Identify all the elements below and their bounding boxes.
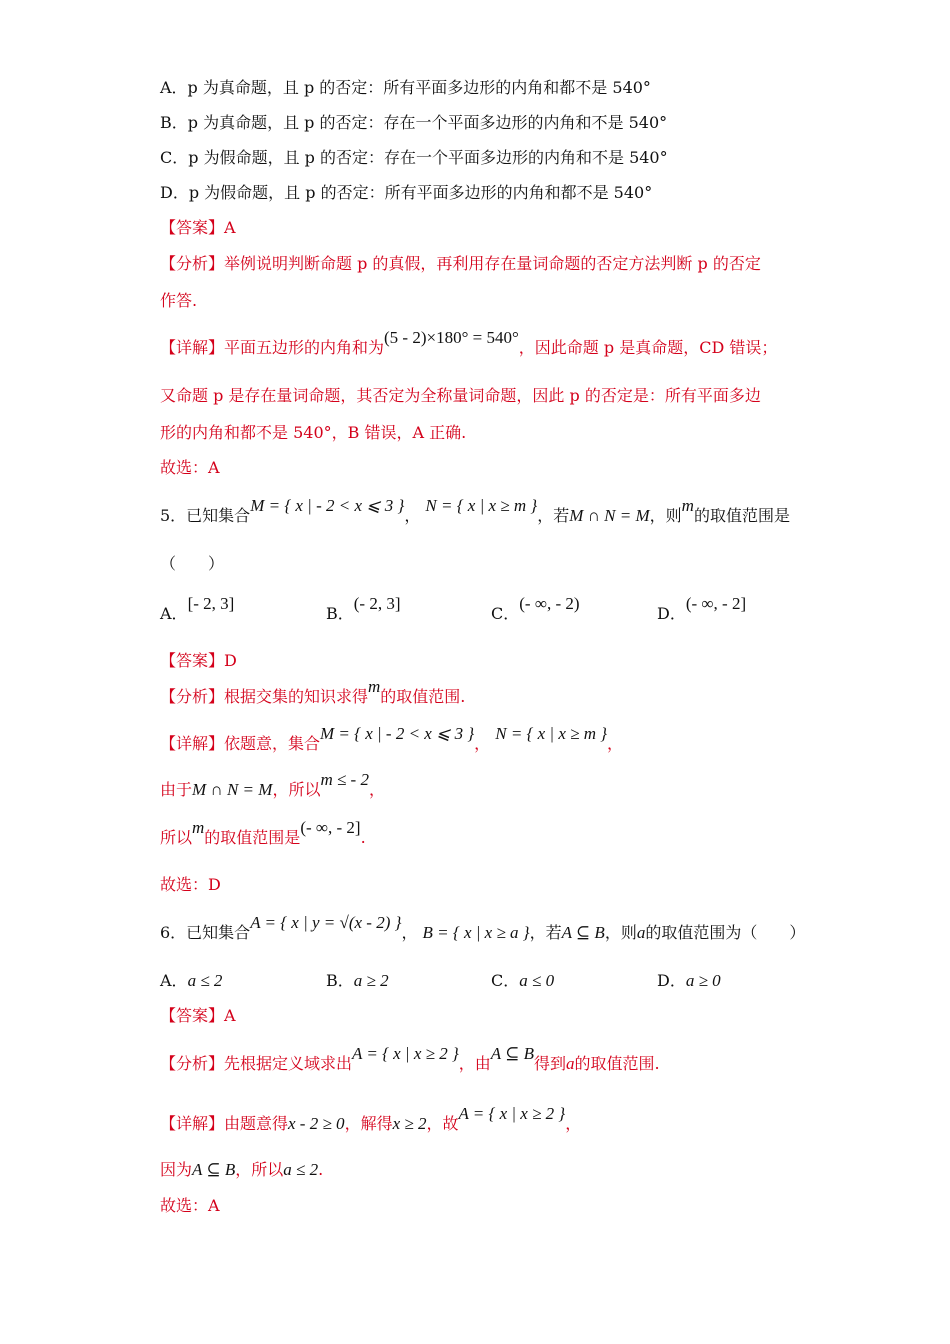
q5-detail-line2 [160, 770, 385, 801]
q4-analysis-line1: 【分析】举例说明判断命题 p 的真假，再利用存在量词命题的否定方法判断 p 的否定 [160, 254, 761, 273]
set-m-expression: M = { x | - 2 < x ⩽ 3 } [320, 724, 475, 743]
separator: ， [401, 923, 418, 942]
detail-text: ，所以 [272, 780, 321, 799]
option-letter: B． [326, 971, 354, 990]
separator: ， [368, 780, 385, 799]
set-n-expression: N = { x | x ≥ m } [495, 724, 608, 743]
option-value: a ≤ 2 [187, 971, 223, 990]
q5-option-b [326, 594, 401, 625]
detail-text: 因为 [160, 1160, 193, 1179]
condition-expression: M ∩ N = M [192, 780, 273, 799]
detail-text: 所以 [160, 828, 193, 847]
option-letter: D． [657, 971, 686, 990]
option-letter: D． [657, 604, 686, 623]
var-m: m [681, 496, 694, 515]
result-expression: x ≥ 2 [392, 1114, 427, 1133]
option-value: a ≥ 0 [685, 971, 721, 990]
q4-answer: 【答案】A [160, 218, 236, 237]
analysis-text: ，由 [458, 1054, 491, 1073]
q6-option-d [657, 970, 721, 992]
stem-text: ，则 [649, 506, 682, 525]
condition-expression: A ⊆ B [490, 1044, 534, 1063]
stem-text: 6．已知集合 [160, 923, 251, 942]
detail-text: 【详解】依题意，集合 [160, 734, 321, 753]
q6-option-c [491, 970, 554, 992]
q6-detail-line2 [160, 1159, 323, 1181]
q5-option-c [491, 594, 580, 625]
option-value: a ≤ 0 [519, 971, 555, 990]
analysis-text: 得到 [534, 1054, 567, 1073]
q5-detail-line1 [160, 724, 624, 755]
stem-text: 的取值范围是 [693, 506, 790, 525]
analysis-text: 的取值范围. [574, 1054, 660, 1073]
separator: ， [607, 734, 624, 753]
inequality-expression: x - 2 ≥ 0 [288, 1114, 345, 1133]
condition-expression: A ⊆ B [561, 923, 605, 942]
q6-stem [160, 913, 806, 944]
q5-stem [160, 496, 790, 527]
q6-analysis [160, 1044, 660, 1075]
q6-option-b [326, 970, 389, 992]
q4-option-a: A．p 为真命题，且 p 的否定：所有平面多边形的内角和都不是 540° [160, 78, 651, 97]
option-letter: C． [491, 971, 520, 990]
detail-text: ，所以 [235, 1160, 284, 1179]
math-expression: (5 - 2)×180° = 540° [384, 328, 519, 347]
option-value: [- 2, 3] [187, 594, 235, 613]
set-a-expression: A = { x | y = √(x - 2) } [250, 913, 402, 932]
q4-option-c: C．p 为假命题，且 p 的否定：存在一个平面多边形的内角和不是 540° [160, 148, 668, 167]
q6-detail-line1 [160, 1104, 582, 1135]
q5-answer: 【答案】D [160, 651, 237, 670]
option-letter: B． [326, 604, 354, 623]
q5-paren: （ ） [160, 554, 225, 573]
option-letter: A． [160, 971, 188, 990]
detail-text: ，因此命题 p 是真命题，CD 错误； [518, 338, 778, 357]
stem-text: ，则 [604, 923, 637, 942]
q4-option-b: B．p 为真命题，且 p 的否定：存在一个平面多边形的内角和不是 540° [160, 113, 668, 132]
detail-text: 【详解】由题意得 [160, 1114, 289, 1133]
set-m-expression: M = { x | - 2 < x ⩽ 3 } [250, 496, 405, 515]
q6-choice: 故选：A [160, 1196, 220, 1215]
detail-text: 的取值范围是 [204, 828, 301, 847]
option-letter: C． [491, 604, 520, 623]
q5-stem-text: 5．已知集合 [160, 506, 251, 525]
set-a-expression: A = { x | x ≥ 2 } [458, 1104, 566, 1123]
option-value: (- 2, 3] [353, 594, 401, 613]
detail-text: 由于 [160, 780, 193, 799]
q5-analysis [160, 677, 466, 708]
var-m: m [192, 818, 205, 837]
option-value: (- ∞, - 2) [519, 594, 580, 613]
q4-detail-line2: 又命题 p 是存在量词命题，其否定为全称量词命题，因此 p 的否定是：所有平面多边 [160, 386, 761, 405]
option-value: a ≥ 2 [353, 971, 389, 990]
set-n-expression: N = { x | x ≥ m } [425, 496, 538, 515]
q5-choice: 故选：D [160, 875, 221, 894]
separator: . [318, 1160, 324, 1179]
stem-text: 的取值范围为（ ） [645, 923, 806, 942]
q5-detail-line3 [160, 818, 366, 849]
detail-text: ，故 [426, 1114, 459, 1133]
analysis-text: 【分析】先根据定义域求出 [160, 1054, 353, 1073]
set-b-expression: B = { x | x ≥ a } [422, 923, 530, 942]
q6-option-a [160, 970, 222, 992]
q4-choice: 故选：A [160, 458, 220, 477]
separator: . [360, 828, 366, 847]
detail-label-text: 【详解】平面五边形的内角和为 [160, 338, 385, 357]
condition-expression: A ⊆ B [192, 1160, 236, 1179]
q4-detail-line1 [160, 328, 778, 359]
analysis-text: 【分析】根据交集的知识求得 [160, 687, 369, 706]
option-letter: A． [160, 604, 188, 623]
separator: ， [565, 1114, 582, 1133]
separator: ， [404, 506, 421, 525]
result-expression: m ≤ - 2 [320, 770, 369, 789]
stem-text: ，若 [537, 506, 570, 525]
q4-detail-line3: 形的内角和都不是 540°，B 错误，A 正确. [160, 423, 467, 442]
q6-answer: 【答案】A [160, 1006, 236, 1025]
separator: ， [474, 734, 491, 753]
q4-analysis-line2: 作答. [160, 291, 198, 310]
condition-expression: M ∩ N = M [569, 506, 650, 525]
var-a: a [636, 923, 646, 942]
detail-text: ，解得 [344, 1114, 393, 1133]
set-a-expression: A = { x | x ≥ 2 } [352, 1044, 459, 1063]
q5-option-a [160, 594, 235, 625]
option-value: (- ∞, - 2] [685, 594, 747, 613]
range-expression: (- ∞, - 2] [300, 818, 361, 837]
var-a: a [566, 1054, 575, 1073]
var-m: m [368, 677, 381, 696]
stem-text: ，若 [529, 923, 562, 942]
analysis-text: 的取值范围. [380, 687, 466, 706]
q5-option-d [657, 594, 747, 625]
result-expression: a ≤ 2 [283, 1160, 319, 1179]
q4-option-d: D．p 为假命题，且 p 的否定：所有平面多边形的内角和都不是 540° [160, 183, 653, 202]
